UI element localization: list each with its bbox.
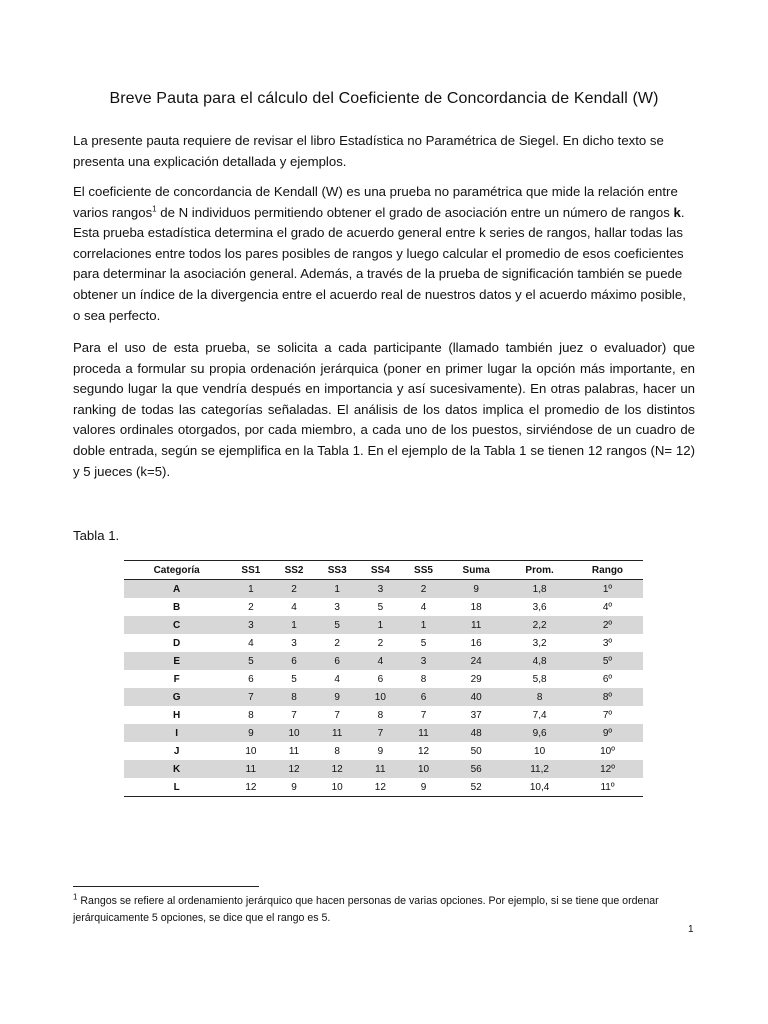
footnote-separator bbox=[73, 886, 259, 887]
table-cell: 48 bbox=[445, 724, 507, 742]
table-row bbox=[124, 580, 643, 599]
table-cell-category: I bbox=[124, 724, 229, 742]
table-cell: 7º bbox=[602, 709, 613, 721]
table-cell: 1 bbox=[316, 580, 359, 599]
table-cell: 9 bbox=[291, 781, 297, 793]
table-cell: 6 bbox=[248, 673, 254, 685]
table-cell: 18 bbox=[470, 601, 482, 613]
table-cell: 10 bbox=[534, 745, 546, 757]
table-cell: 3,6 bbox=[532, 601, 547, 613]
table-cell: 11 bbox=[229, 760, 272, 778]
footnote-text: Rangos se refiere al ordenamiento jerárquico que hacen personas de varias opciones. Por ejemplo, si se tiene que ordenar jerárquicamente 5 opciones, se dice que el rango es 5. bbox=[73, 895, 659, 924]
definition-text-3: . Esta prueba estadística determina el grado de acuerdo general entre k series de rangos, hallar todas las correlaciones entre todos los pares posibles de rangos y luego calcular el promedio de esos coeficientes para determinar la asociación general. Además, a través de la prueba de significación también se puede obtener un índice de la divergencia entre el acuerdo real de nuestros datos y el acuerdo máximo posible, o sea perfecto. bbox=[73, 204, 686, 323]
table-cell: 2 bbox=[402, 580, 445, 599]
table-cell: 4 bbox=[291, 601, 297, 613]
table-cell: 6 bbox=[402, 688, 445, 706]
page-number: 1 bbox=[688, 924, 694, 935]
table-cell: 9,6 bbox=[507, 724, 572, 742]
table-cell: 3,2 bbox=[532, 637, 547, 649]
table-cell-category: A bbox=[124, 580, 229, 599]
intro-paragraph: La presente pauta requiere de revisar el libro Estadística no Paramétrica de Siegel. En dicho texto se presenta una explicación detallada y ejemplos. bbox=[73, 133, 664, 169]
table-cell-category: H bbox=[173, 709, 181, 721]
table-cell: 29 bbox=[470, 673, 482, 685]
header-prom: Prom. bbox=[507, 561, 572, 580]
table-cell: 4 bbox=[248, 637, 254, 649]
table-cell-category: B bbox=[173, 601, 181, 613]
table-cell: 37 bbox=[470, 709, 482, 721]
table-cell: 3 bbox=[291, 637, 297, 649]
table-row bbox=[124, 598, 643, 616]
header-ss5: SS5 bbox=[402, 561, 445, 580]
table-cell-category: L bbox=[173, 781, 180, 793]
table-cell-category: G bbox=[124, 688, 229, 706]
footnote-marker: 1 bbox=[73, 892, 78, 902]
table-cell: 11 bbox=[445, 616, 507, 634]
table-cell: 10 bbox=[402, 760, 445, 778]
header-categoria: Categoría bbox=[124, 561, 229, 580]
table-cell: 8 bbox=[507, 688, 572, 706]
table-cell: 52 bbox=[470, 781, 482, 793]
table-row bbox=[124, 688, 643, 706]
table-cell-category: E bbox=[124, 652, 229, 670]
table-cell: 8 bbox=[272, 688, 315, 706]
table-cell: 2 bbox=[334, 637, 340, 649]
table-cell: 7 bbox=[229, 688, 272, 706]
table-cell-category: D bbox=[173, 637, 181, 649]
table-cell: 11,2 bbox=[507, 760, 572, 778]
table-row bbox=[124, 616, 643, 634]
table-cell: 6 bbox=[272, 652, 315, 670]
table-cell-category: F bbox=[173, 673, 180, 685]
header-ss4: SS4 bbox=[359, 561, 402, 580]
table-cell: 2 bbox=[377, 637, 384, 649]
table-cell: 12º bbox=[572, 760, 643, 778]
table-cell: 12 bbox=[316, 760, 359, 778]
table-row bbox=[124, 670, 643, 688]
table-cell: 11 bbox=[359, 760, 402, 778]
table-cell: 2 bbox=[248, 601, 254, 613]
table-row bbox=[124, 706, 643, 724]
definition-text-2: de N individuos permitiendo obtener el grado de asociación entre un número de rangos bbox=[156, 204, 674, 220]
table-row bbox=[124, 652, 643, 670]
table-cell: 8 bbox=[377, 709, 384, 721]
table-cell: 1 bbox=[229, 580, 272, 599]
table-cell: 3 bbox=[229, 616, 272, 634]
table-cell: 3º bbox=[602, 637, 613, 649]
table-cell: 5 bbox=[229, 652, 272, 670]
table-cell: 24 bbox=[445, 652, 507, 670]
table-cell: 10 bbox=[331, 781, 343, 793]
table-cell: 50 bbox=[470, 745, 482, 757]
table-cell: 5 bbox=[316, 616, 359, 634]
table-cell: 4,8 bbox=[507, 652, 572, 670]
table-cell: 40 bbox=[445, 688, 507, 706]
table-cell: 12 bbox=[272, 760, 315, 778]
table-cell: 5,8 bbox=[532, 673, 547, 685]
table-cell: 1 bbox=[272, 616, 315, 634]
table-cell: 10 bbox=[272, 724, 315, 742]
table-cell: 56 bbox=[445, 760, 507, 778]
table-cell: 4 bbox=[334, 673, 340, 685]
table-cell: 11º bbox=[600, 781, 615, 793]
table-row bbox=[124, 760, 643, 778]
table-cell: 4 bbox=[359, 652, 402, 670]
table-row bbox=[124, 724, 643, 742]
table-cell: 4 bbox=[420, 601, 427, 613]
table-cell: 8º bbox=[572, 688, 643, 706]
table-cell: 10º bbox=[600, 745, 615, 757]
table-row bbox=[124, 634, 643, 652]
table-cell: 9 bbox=[445, 580, 507, 599]
table-caption: Tabla 1. bbox=[73, 528, 120, 543]
table-header-row bbox=[124, 561, 643, 580]
header-ss1: SS1 bbox=[229, 561, 272, 580]
table-cell: 7 bbox=[334, 709, 340, 721]
footnote-reference: 1 bbox=[152, 204, 157, 214]
footnote bbox=[73, 893, 698, 927]
table-row bbox=[124, 778, 643, 797]
table-cell: 6 bbox=[377, 673, 384, 685]
table-cell: 9º bbox=[572, 724, 643, 742]
header-ss2: SS2 bbox=[272, 561, 315, 580]
document-title: Breve Pauta para el cálculo del Coeficiente de Concordancia de Kendall (W) bbox=[109, 90, 659, 107]
table-cell: 5 bbox=[377, 601, 384, 613]
table-cell-category: K bbox=[124, 760, 229, 778]
header-suma: Suma bbox=[445, 561, 507, 580]
table-cell: 11 bbox=[316, 724, 359, 742]
table-cell: 3 bbox=[402, 652, 445, 670]
table-cell: 12 bbox=[245, 781, 257, 793]
ranking-table bbox=[124, 560, 643, 797]
table-cell: 3 bbox=[359, 580, 402, 599]
table-cell: 8 bbox=[248, 709, 254, 721]
table-cell: 3 bbox=[334, 601, 340, 613]
table-cell: 8 bbox=[420, 673, 427, 685]
header-rango: Rango bbox=[572, 561, 643, 580]
table-cell: 7 bbox=[359, 724, 402, 742]
table-row bbox=[124, 742, 643, 760]
table-cell: 1,8 bbox=[507, 580, 572, 599]
table-cell: 12 bbox=[374, 781, 386, 793]
table-cell: 9 bbox=[316, 688, 359, 706]
table-cell: 2,2 bbox=[507, 616, 572, 634]
table-cell: 1 bbox=[359, 616, 402, 634]
table-cell: 7 bbox=[420, 709, 427, 721]
table-cell: 11 bbox=[288, 745, 300, 757]
table-cell: 2º bbox=[572, 616, 643, 634]
table-cell-category: J bbox=[173, 745, 180, 757]
kendall-definition-paragraph bbox=[73, 182, 695, 326]
table-cell: 11 bbox=[402, 724, 445, 742]
table-cell: 5 bbox=[420, 637, 427, 649]
table-cell: 5º bbox=[572, 652, 643, 670]
header-ss3: SS3 bbox=[316, 561, 359, 580]
table-cell: 9 bbox=[420, 781, 427, 793]
k-variable: k bbox=[673, 204, 681, 220]
table-cell: 1º bbox=[572, 580, 643, 599]
procedure-paragraph: Para el uso de esta prueba, se solicita a cada participante (llamado también juez o evaluador) que proceda a formular su propia ordenación jerárquica (poner en primer lugar la opción más importante, en segundo lugar la que vendría después en importancia y así sucesivamente). En otras palabras, hacer un ranking de todas las categorías señaladas. El análisis de los datos implica el promedio de los distintos valores ordinales otorgados, por cada miembro, a cada uno de los puestos, sirviéndose de un cuadro de doble entrada, según se ejemplifica en la Tabla 1. En el ejemplo de la Tabla 1 se tienen 12 rangos (N= 12) y 5 jueces (k=5). bbox=[73, 340, 695, 479]
table-cell: 1 bbox=[402, 616, 445, 634]
table-cell: 12 bbox=[417, 745, 430, 757]
table-cell: 7,4 bbox=[532, 709, 547, 721]
table-cell: 16 bbox=[470, 637, 482, 649]
definition-text-1: El coeficiente de concordancia de Kendall (W) es una prueba no paramétrica que mide la relación entre varios rangos bbox=[73, 184, 678, 220]
table-cell: 7 bbox=[291, 709, 297, 721]
table-cell: 4º bbox=[602, 601, 613, 613]
table-cell: 6º bbox=[602, 673, 613, 685]
table-cell: 6 bbox=[316, 652, 359, 670]
table-cell: 10 bbox=[359, 688, 402, 706]
table-cell: 10,4 bbox=[529, 781, 550, 793]
table-cell: 9 bbox=[377, 745, 384, 757]
table-cell: 2 bbox=[272, 580, 315, 599]
table-cell: 8 bbox=[334, 745, 340, 757]
table-cell-category: C bbox=[124, 616, 229, 634]
table-cell: 9 bbox=[229, 724, 272, 742]
table-cell: 5 bbox=[291, 673, 297, 685]
table-cell: 10 bbox=[245, 745, 257, 757]
